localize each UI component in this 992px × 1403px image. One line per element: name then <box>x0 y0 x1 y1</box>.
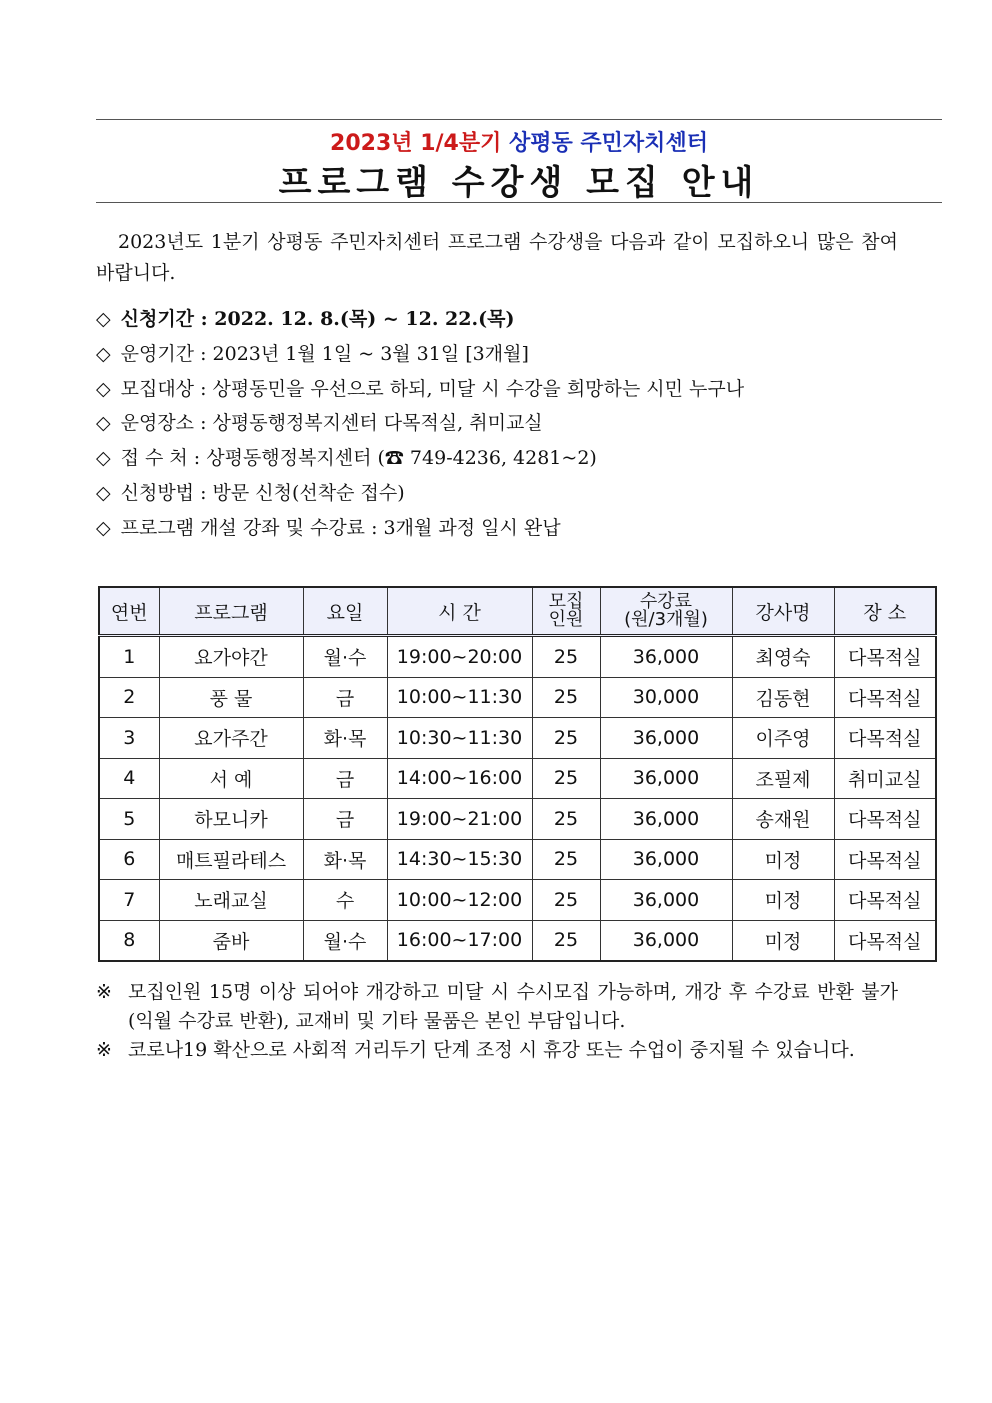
cell-day: 금 <box>303 758 387 799</box>
info-item-apply-period <box>96 302 898 337</box>
table-row <box>99 758 936 799</box>
cell-place: 다목적실 <box>834 636 936 678</box>
cell-program: 요가야간 <box>159 636 303 678</box>
cell-teacher: 최영숙 <box>732 636 834 678</box>
cell-time: 10:00~11:30 <box>387 677 532 718</box>
cell-program: 요가주간 <box>159 718 303 759</box>
page-title: 프로그램 수강생 모집 안내 <box>278 163 760 203</box>
cell-place: 취미교실 <box>834 758 936 799</box>
cell-time: 19:00~21:00 <box>387 799 532 840</box>
info-item-text: 신청방법 : 방문 신청(선착순 접수) <box>120 482 405 504</box>
info-item-text: 운영장소 : 상평동행정복지센터 다목적실, 취미교실 <box>120 412 543 434</box>
header-program: 프로그램 <box>159 587 303 636</box>
cell-time: 10:00~12:00 <box>387 880 532 921</box>
cell-no: 3 <box>99 718 159 759</box>
cell-program: 풍 물 <box>159 677 303 718</box>
cell-teacher: 미정 <box>732 880 834 921</box>
header-time: 시 간 <box>387 587 532 636</box>
table-header-row <box>99 587 936 636</box>
cell-fee: 36,000 <box>600 799 732 840</box>
cell-no: 4 <box>99 758 159 799</box>
cell-program: 줌바 <box>159 920 303 961</box>
intro-text: 2023년도 1분기 상평동 주민자치센터 프로그램 수강생을 다음과 같이 모집하오니 많은 참여 바랍니다. <box>96 231 898 284</box>
cell-capacity: 25 <box>532 839 600 880</box>
cell-time: 19:00~20:00 <box>387 636 532 678</box>
cell-day: 월·수 <box>303 920 387 961</box>
cell-program: 하모니카 <box>159 799 303 840</box>
subtitle <box>96 126 942 157</box>
diamond-icon: ◇ <box>96 378 111 400</box>
cell-time: 10:30~11:30 <box>387 718 532 759</box>
cell-fee: 36,000 <box>600 718 732 759</box>
header-teacher: 강사명 <box>732 587 834 636</box>
bottom-rule <box>96 202 942 203</box>
reference-mark-icon: ※ <box>96 981 112 1003</box>
info-item-location <box>96 406 898 441</box>
cell-day: 수 <box>303 880 387 921</box>
cell-day: 월·수 <box>303 636 387 678</box>
cell-fee: 30,000 <box>600 677 732 718</box>
cell-program: 노래교실 <box>159 880 303 921</box>
cell-fee: 36,000 <box>600 758 732 799</box>
header-capacity <box>532 587 600 636</box>
cell-teacher: 미정 <box>732 839 834 880</box>
note-text: 코로나19 확산으로 사회적 거리두기 단계 조정 시 휴강 또는 수업이 중지될 수 있습니다. <box>128 1039 855 1061</box>
info-item-method <box>96 476 898 511</box>
note-item <box>96 978 898 1036</box>
cell-fee: 36,000 <box>600 920 732 961</box>
info-item-fee <box>96 511 898 546</box>
header-fee <box>600 587 732 636</box>
cell-place: 다목적실 <box>834 677 936 718</box>
header-capacity-line1: 모집 <box>548 591 584 612</box>
cell-place: 다목적실 <box>834 839 936 880</box>
info-item-reception <box>96 441 898 476</box>
cell-no: 6 <box>99 839 159 880</box>
cell-teacher: 미정 <box>732 920 834 961</box>
diamond-icon: ◇ <box>96 343 111 365</box>
subtitle-center: 상평동 주민자치센터 <box>509 131 708 156</box>
header-day: 요일 <box>303 587 387 636</box>
info-item-text: 운영기간 : 2023년 1월 1일 ~ 3월 31일 [3개월] <box>120 343 529 365</box>
cell-fee: 36,000 <box>600 636 732 678</box>
reference-mark-icon: ※ <box>96 1039 112 1061</box>
cell-capacity: 25 <box>532 758 600 799</box>
cell-teacher: 김동현 <box>732 677 834 718</box>
cell-capacity: 25 <box>532 920 600 961</box>
header-fee-line2: (원/3개월) <box>624 609 708 630</box>
top-rule <box>96 119 942 120</box>
note-item <box>96 1036 898 1065</box>
table-row <box>99 677 936 718</box>
table-row <box>99 718 936 759</box>
cell-time: 14:00~16:00 <box>387 758 532 799</box>
info-item-text: 접 수 처 : 상평동행정복지센터 (☎ 749-4236, 4281~2) <box>120 447 597 469</box>
header-capacity-line2: 인원 <box>548 609 584 630</box>
cell-no: 7 <box>99 880 159 921</box>
cell-teacher: 조필제 <box>732 758 834 799</box>
cell-day: 화·목 <box>303 839 387 880</box>
program-table <box>98 586 937 962</box>
intro-paragraph <box>96 227 898 289</box>
header-place: 장 소 <box>834 587 936 636</box>
cell-time: 16:00~17:00 <box>387 920 532 961</box>
subtitle-year: 2023년 1/4분기 <box>330 131 502 156</box>
cell-fee: 36,000 <box>600 880 732 921</box>
cell-no: 5 <box>99 799 159 840</box>
cell-day: 화·목 <box>303 718 387 759</box>
note-text: 모집인원 15명 이상 되어야 개강하고 미달 시 수시모집 가능하며, 개강 후 수강료 반환 불가(익월 수강료 반환), 교재비 및 기타 물품은 본인 부담입니다. <box>128 981 898 1032</box>
info-list <box>96 302 898 546</box>
cell-day: 금 <box>303 799 387 840</box>
header-no: 연번 <box>99 587 159 636</box>
cell-place: 다목적실 <box>834 799 936 840</box>
cell-capacity: 25 <box>532 677 600 718</box>
cell-capacity: 25 <box>532 799 600 840</box>
cell-no: 1 <box>99 636 159 678</box>
cell-teacher: 이주영 <box>732 718 834 759</box>
cell-teacher: 송재원 <box>732 799 834 840</box>
cell-capacity: 25 <box>532 636 600 678</box>
table-row <box>99 920 936 961</box>
table-row <box>99 799 936 840</box>
notes <box>96 978 898 1065</box>
cell-place: 다목적실 <box>834 880 936 921</box>
diamond-icon: ◇ <box>96 308 111 330</box>
cell-capacity: 25 <box>532 718 600 759</box>
cell-no: 2 <box>99 677 159 718</box>
cell-fee: 36,000 <box>600 839 732 880</box>
info-item-target <box>96 372 898 406</box>
diamond-icon: ◇ <box>96 482 111 504</box>
cell-no: 8 <box>99 920 159 961</box>
info-item-run-period <box>96 337 898 372</box>
info-item-text: 프로그램 개설 강좌 및 수강료 : 3개월 과정 일시 완납 <box>120 517 561 539</box>
table-row <box>99 880 936 921</box>
table-row <box>99 839 936 880</box>
diamond-icon: ◇ <box>96 517 111 539</box>
info-item-text: 모집대상 : 상평동민을 우선으로 하되, 미달 시 수강을 희망하는 시민 누구나 <box>120 378 745 400</box>
info-item-text: 신청기간 : 2022. 12. 8.(목) ~ 12. 22.(목) <box>120 308 515 330</box>
cell-place: 다목적실 <box>834 718 936 759</box>
header-fee-line1: 수강료 <box>639 591 693 612</box>
cell-time: 14:30~15:30 <box>387 839 532 880</box>
cell-capacity: 25 <box>532 880 600 921</box>
cell-program: 서 예 <box>159 758 303 799</box>
diamond-icon: ◇ <box>96 447 111 469</box>
table-row <box>99 636 936 678</box>
cell-place: 다목적실 <box>834 920 936 961</box>
diamond-icon: ◇ <box>96 412 111 434</box>
cell-program: 매트필라테스 <box>159 839 303 880</box>
cell-day: 금 <box>303 677 387 718</box>
